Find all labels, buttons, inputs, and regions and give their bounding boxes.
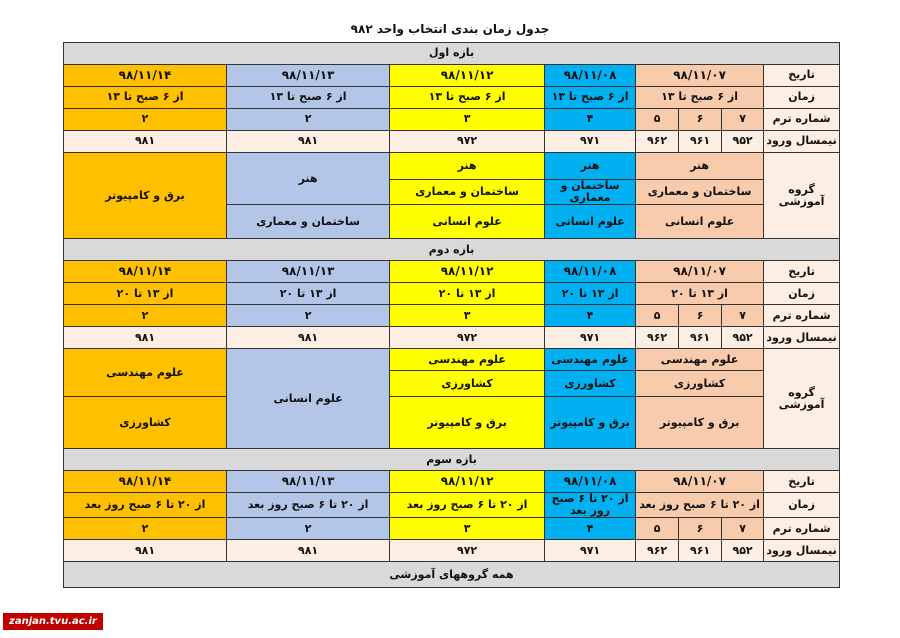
period1-entry-row bbox=[64, 131, 840, 153]
period1-time-row bbox=[64, 87, 840, 109]
group-cell: علوم مهندسی bbox=[636, 349, 764, 371]
date-cell: ۹۸/۱۱/۰۷ bbox=[636, 261, 764, 283]
period3-title: بازه سوم bbox=[64, 449, 840, 471]
period1-title: بازه اول bbox=[64, 43, 840, 65]
date-cell: ۹۸/۱۱/۰۸ bbox=[545, 261, 636, 283]
label-group: گروه آموزشی bbox=[764, 153, 840, 239]
label-time: زمان bbox=[764, 87, 840, 109]
all-groups-cell: همه گروههای آموزشی bbox=[64, 562, 840, 588]
period2-time-row bbox=[64, 283, 840, 305]
group-cell: ساختمان و معماری bbox=[545, 180, 636, 205]
label-date: تاریخ bbox=[764, 471, 840, 493]
term-cell: ۶ bbox=[679, 518, 722, 540]
group-cell: کشاورزی bbox=[636, 371, 764, 397]
period3-entry-row bbox=[64, 540, 840, 562]
page-title: جدول زمان بندی انتخاب واحد ۹۸۲ bbox=[350, 22, 550, 36]
entry-cell: ۹۵۲ bbox=[722, 327, 764, 349]
entry-cell: ۹۵۲ bbox=[722, 540, 764, 562]
time-cell: از ۱۳ تا ۲۰ bbox=[64, 283, 227, 305]
group-cell: کشاورزی bbox=[64, 397, 227, 449]
group-cell: کشاورزی bbox=[390, 371, 545, 397]
date-cell: ۹۸/۱۱/۱۴ bbox=[64, 65, 227, 87]
date-cell: ۹۸/۱۱/۰۷ bbox=[636, 65, 764, 87]
period2-title: بازه دوم bbox=[64, 239, 840, 261]
label-entry: نیمسال ورود bbox=[764, 327, 840, 349]
label-group: گروه آموزشی bbox=[764, 349, 840, 449]
group-cell: هنر bbox=[545, 153, 636, 180]
term-cell: ۲ bbox=[64, 109, 227, 131]
term-cell: ۵ bbox=[636, 518, 679, 540]
group-cell: علوم انسانی bbox=[545, 205, 636, 239]
group-cell: برق و کامپیوتر bbox=[545, 397, 636, 449]
entry-cell: ۹۶۲ bbox=[636, 131, 679, 153]
period3-all-groups-row bbox=[64, 562, 840, 588]
time-cell: از ۲۰ تا ۶ صبح روز بعد bbox=[390, 493, 545, 518]
entry-cell: ۹۸۱ bbox=[64, 540, 227, 562]
date-cell: ۹۸/۱۱/۱۴ bbox=[64, 471, 227, 493]
entry-cell: ۹۷۲ bbox=[390, 540, 545, 562]
group-cell: ساختمان و معماری bbox=[390, 180, 545, 205]
time-cell: از ۶ صبح تا ۱۳ bbox=[390, 87, 545, 109]
group-cell: علوم مهندسی bbox=[64, 349, 227, 397]
term-cell: ۷ bbox=[722, 305, 764, 327]
group-cell: علوم مهندسی bbox=[545, 349, 636, 371]
time-cell: از ۶ صبح تا ۱۳ bbox=[227, 87, 390, 109]
entry-cell: ۹۷۱ bbox=[545, 540, 636, 562]
entry-cell: ۹۸۱ bbox=[64, 327, 227, 349]
term-cell: ۲ bbox=[64, 305, 227, 327]
label-entry: نیمسال ورود bbox=[764, 131, 840, 153]
label-date: تاریخ bbox=[764, 65, 840, 87]
term-cell: ۲ bbox=[64, 518, 227, 540]
term-cell: ۷ bbox=[722, 518, 764, 540]
entry-cell: ۹۷۱ bbox=[545, 327, 636, 349]
label-time: زمان bbox=[764, 493, 840, 518]
schedule-table bbox=[63, 42, 840, 588]
entry-cell: ۹۸۱ bbox=[64, 131, 227, 153]
term-cell: ۵ bbox=[636, 109, 679, 131]
group-cell: برق و کامپیوتر bbox=[636, 397, 764, 449]
label-term: شماره ترم bbox=[764, 518, 840, 540]
period2-date-row bbox=[64, 261, 840, 283]
group-cell: هنر bbox=[390, 153, 545, 180]
date-cell: ۹۸/۱۱/۱۲ bbox=[390, 261, 545, 283]
period3-term-row bbox=[64, 518, 840, 540]
period2-group-row bbox=[64, 397, 840, 449]
period1-term-row bbox=[64, 109, 840, 131]
period3-time-row bbox=[64, 493, 840, 518]
date-cell: ۹۸/۱۱/۱۴ bbox=[64, 261, 227, 283]
term-cell: ۳ bbox=[390, 518, 545, 540]
date-cell: ۹۸/۱۱/۱۳ bbox=[227, 261, 390, 283]
period1-group-row bbox=[64, 153, 840, 180]
time-cell: از ۱۳ تا ۲۰ bbox=[636, 283, 764, 305]
time-cell: از ۲۰ تا ۶ صبح روز بعد bbox=[227, 493, 390, 518]
entry-cell: ۹۶۲ bbox=[636, 540, 679, 562]
term-cell: ۵ bbox=[636, 305, 679, 327]
term-cell: ۴ bbox=[545, 518, 636, 540]
label-term: شماره ترم bbox=[764, 305, 840, 327]
entry-cell: ۹۸۱ bbox=[227, 540, 390, 562]
group-cell: علوم مهندسی bbox=[390, 349, 545, 371]
period2-group-row bbox=[64, 349, 840, 371]
date-cell: ۹۸/۱۱/۱۲ bbox=[390, 471, 545, 493]
group-cell: هنر bbox=[636, 153, 764, 180]
time-cell: از ۶ صبح تا ۱۳ bbox=[636, 87, 764, 109]
term-cell: ۳ bbox=[390, 109, 545, 131]
date-cell: ۹۸/۱۱/۰۷ bbox=[636, 471, 764, 493]
date-cell: ۹۸/۱۱/۱۳ bbox=[227, 471, 390, 493]
term-cell: ۶ bbox=[679, 109, 722, 131]
entry-cell: ۹۶۱ bbox=[679, 540, 722, 562]
entry-cell: ۹۶۱ bbox=[679, 327, 722, 349]
date-cell: ۹۸/۱۱/۱۲ bbox=[390, 65, 545, 87]
period3-header-row bbox=[64, 449, 840, 471]
period2-header-row bbox=[64, 239, 840, 261]
entry-cell: ۹۷۲ bbox=[390, 327, 545, 349]
period2-entry-row bbox=[64, 327, 840, 349]
entry-cell: ۹۶۲ bbox=[636, 327, 679, 349]
group-cell: برق و کامپیوتر bbox=[390, 397, 545, 449]
group-cell: علوم انسانی bbox=[636, 205, 764, 239]
site-watermark: zanjan.tvu.ac.ir bbox=[3, 613, 103, 630]
entry-cell: ۹۷۲ bbox=[390, 131, 545, 153]
entry-cell: ۹۸۱ bbox=[227, 131, 390, 153]
group-cell: علوم انسانی bbox=[390, 205, 545, 239]
term-cell: ۲ bbox=[227, 518, 390, 540]
group-cell: ساختمان و معماری bbox=[227, 205, 390, 239]
time-cell: از ۶ صبح تا ۱۳ bbox=[64, 87, 227, 109]
time-cell: از ۱۳ تا ۲۰ bbox=[545, 283, 636, 305]
period2-term-row bbox=[64, 305, 840, 327]
time-cell: از ۱۳ تا ۲۰ bbox=[390, 283, 545, 305]
date-cell: ۹۸/۱۱/۰۸ bbox=[545, 65, 636, 87]
group-cell: علوم انسانی bbox=[227, 349, 390, 449]
group-cell: هنر bbox=[227, 153, 390, 205]
date-cell: ۹۸/۱۱/۰۸ bbox=[545, 471, 636, 493]
time-cell: از ۶ صبح تا ۱۳ bbox=[545, 87, 636, 109]
group-cell: ساختمان و معماری bbox=[636, 180, 764, 205]
date-cell: ۹۸/۱۱/۱۳ bbox=[227, 65, 390, 87]
period1-date-row bbox=[64, 65, 840, 87]
label-entry: نیمسال ورود bbox=[764, 540, 840, 562]
period3-date-row bbox=[64, 471, 840, 493]
label-date: تاریخ bbox=[764, 261, 840, 283]
entry-cell: ۹۷۱ bbox=[545, 131, 636, 153]
label-term: شماره ترم bbox=[764, 109, 840, 131]
entry-cell: ۹۵۲ bbox=[722, 131, 764, 153]
time-cell: از ۲۰ تا ۶ صبح روز بعد bbox=[636, 493, 764, 518]
time-cell: از ۲۰ تا ۶ صبح روز بعد bbox=[545, 493, 636, 518]
term-cell: ۷ bbox=[722, 109, 764, 131]
term-cell: ۳ bbox=[390, 305, 545, 327]
time-cell: از ۱۳ تا ۲۰ bbox=[227, 283, 390, 305]
term-cell: ۶ bbox=[679, 305, 722, 327]
entry-cell: ۹۶۱ bbox=[679, 131, 722, 153]
term-cell: ۴ bbox=[545, 305, 636, 327]
term-cell: ۴ bbox=[545, 109, 636, 131]
group-cell: کشاورزی bbox=[545, 371, 636, 397]
time-cell: از ۲۰ تا ۶ صبح روز بعد bbox=[64, 493, 227, 518]
term-cell: ۲ bbox=[227, 305, 390, 327]
entry-cell: ۹۸۱ bbox=[227, 327, 390, 349]
period1-header-row bbox=[64, 43, 840, 65]
group-cell: برق و کامپیوتر bbox=[64, 153, 227, 239]
term-cell: ۲ bbox=[227, 109, 390, 131]
label-time: زمان bbox=[764, 283, 840, 305]
